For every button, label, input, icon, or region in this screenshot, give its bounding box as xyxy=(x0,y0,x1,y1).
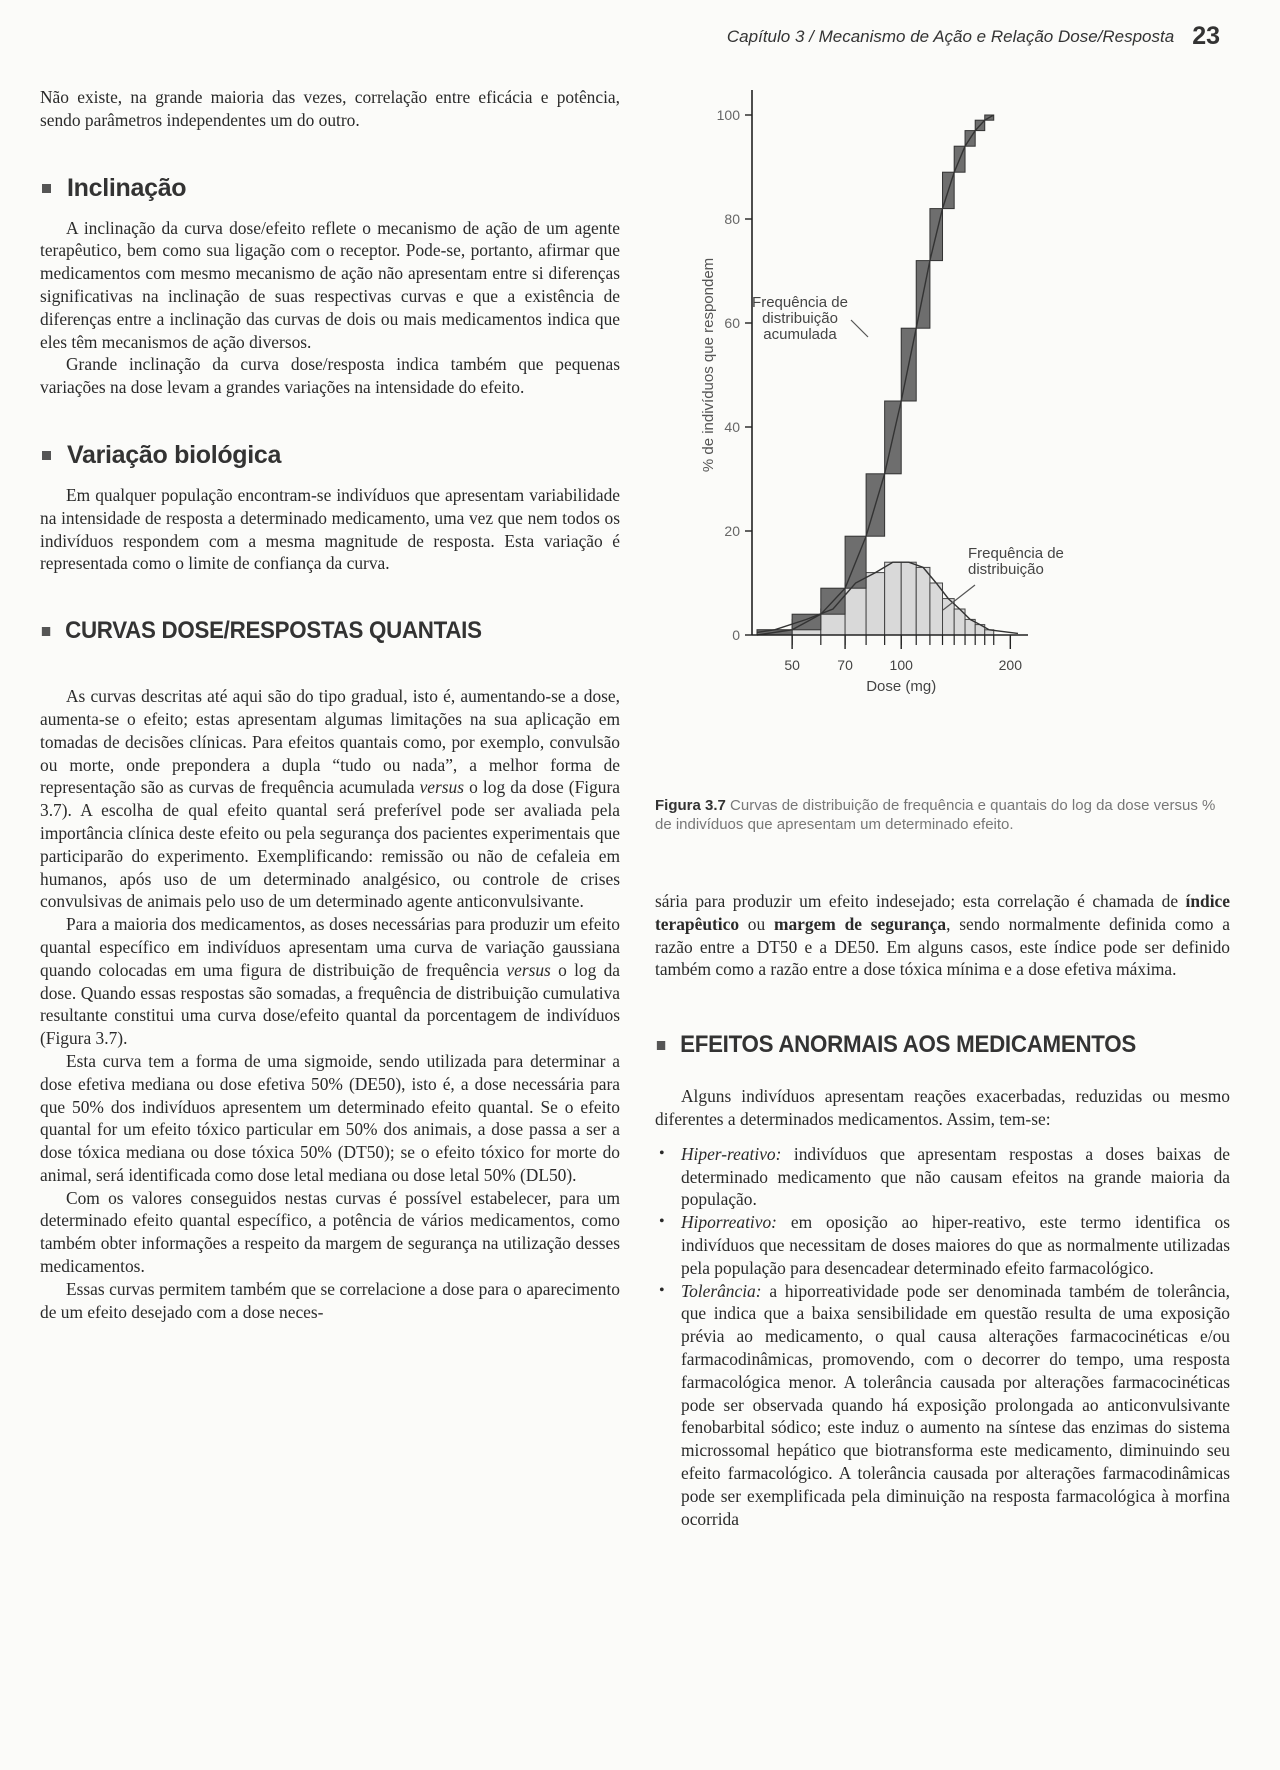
term-indice-terapeutico: índice terapêutico xyxy=(655,891,1230,934)
left-column xyxy=(40,86,620,1323)
frequency-bar xyxy=(866,573,885,635)
x-axis-label: Dose (mg) xyxy=(866,678,937,695)
y-tick-label: 20 xyxy=(724,523,740,539)
y-tick-label: 0 xyxy=(732,627,740,643)
frequency-bar xyxy=(916,567,930,635)
bullet-square-icon xyxy=(657,1041,665,1050)
inclinacao-paragraph-2: Grande inclinação da curva dose/resposta indica também que pequenas variações na dose levam a grandes variações na intensidade do efeito. xyxy=(40,354,620,398)
frequency-bar xyxy=(901,562,916,635)
curvas-paragraph-4: Com os valores conseguidos nestas curvas é possível estabelecer, para um determinado efeito quantal específico, a potência de vários medicamentos, como também obter informações a respeito da margem de segurança na utilização desses medicamentos. xyxy=(40,1187,620,1277)
y-tick-label: 80 xyxy=(724,211,740,227)
frequency-bar xyxy=(930,583,943,635)
y-axis-label: % de indivíduos que respondem xyxy=(700,257,717,473)
x-tick-label: 100 xyxy=(889,657,913,673)
bullet-square-icon xyxy=(42,627,50,636)
section-heading-efeitos: EFEITOS ANORMAIS AOS MEDICAMENTOS xyxy=(655,1031,1190,1059)
list-item: • Tolerância: a hiporreatividade pode ser denominada também de tolerância, que indica que a baixa sensibilidade em questão resulta de uma exposição prévia ao medicamento, o qual causa alterações farmacocinéticas e/ou farmacodinâmicas, promovendo, com o decorrer do tempo, uma resposta farmacológica menor. A tolerância causada por alterações farmacocinéticas pode ser observada quando há exposição prolongada ao anticonvulsivante fenobarbital sódico; este induz o aumento na síntese das enzimas do sistema microssomal hepático que biotransforma este medicamento, diminuindo seu efeito farmacológico. A tolerância causada por alterações farmacodinâmicas pode ser exemplificada pela diminuição na resposta farmacológica à morfina ocorrida xyxy=(655,1280,1230,1531)
term-margem-seguranca: margem de segurança xyxy=(773,913,947,934)
cumulative-frequency-annotation: Frequência de distribuição acumulada xyxy=(752,294,848,343)
curvas-paragraph-3: Esta curva tem a forma de uma sigmoide, sendo utilizada para determinar a dose efetiva mediana ou dose efetiva 50% (DE50), isto é, a dose necessária para que 50% dos indivíduos apresentem um determinado efeito quantal. Se o efeito quantal for um efeito tóxico particular em 50% dos animais, a dose passa a ser a dose tóxica mediana ou dose tóxica 50% (DT50); se o efeito tóxico for morte do animal, será identificada como dose letal mediana ou dose letal 50% (DL50). xyxy=(40,1050,620,1185)
section-heading-inclinacao: Inclinação xyxy=(40,174,620,203)
cumulative-curve xyxy=(757,115,994,635)
right-column xyxy=(655,890,1230,1530)
inclinacao-paragraph-1: A inclinação da curva dose/efeito reflete o mecanismo de ação de um agente terapêutico, bem como sua ligação com o receptor. Pode-se, portanto, afirmar que medicamentos com mesmo mecanismo de ação não apresentam entre si diferenças significativas na inclinação de suas respectivas curvas e que a existência de diferenças entre a inclinação das curvas de dois ou mais medicamentos indica que eles têm mecanismos de ação diversos. xyxy=(40,217,620,352)
abnormal-effects-list xyxy=(655,1143,1230,1531)
section-heading-variacao: Variação biológica xyxy=(40,441,620,470)
x-tick-label: 70 xyxy=(837,657,853,673)
page-number: 23 xyxy=(1192,22,1220,50)
frequency-distribution-annotation: Frequência de distribuição xyxy=(968,545,1064,578)
curvas-paragraph-2: Para a maioria dos medicamentos, as doses necessárias para produzir um efeito quantal específico em indivíduos apresentam uma curva de variação gaussiana quando colocadas em uma figura de distribuição de frequência versus o log da dose. Quando essas respostas são somadas, a frequência de distribuição cumulativa resultante constitui uma curva dose/efeito quantal da porcentagem de indivíduos (Figura 3.7). xyxy=(40,914,621,1049)
list-item: • Hiporreativo: em oposição ao hiper-reativo, este termo identifica os indivíduos que necessitam de doses maiores do que as normalmente utilizadas pela população para desencadear determinado efeito farmacológico. xyxy=(655,1211,1230,1279)
running-title: Capítulo 3 / Mecanismo de Ação e Relação Dose/Resposta xyxy=(726,27,1175,46)
frequency-bar xyxy=(943,599,955,635)
continued-paragraph: sária para produzir um efeito indesejado; esta correlação é chamada de índice terapêutico ou margem de segurança, sendo normalmente definida como a razão entre a DT50 e a DE50. Em alguns casos, este índice pode ser definido também como a razão entre a dose tóxica mínima e a dose efetiva máxima. xyxy=(655,891,1230,980)
figure-caption xyxy=(655,796,1230,834)
section-heading-curvas: CURVAS DOSE/RESPOSTAS QUANTAIS xyxy=(40,617,579,645)
y-tick-label: 40 xyxy=(724,419,740,435)
x-tick-label: 200 xyxy=(998,657,1023,673)
running-head xyxy=(640,22,1220,51)
frequency-bar xyxy=(885,562,902,635)
curvas-paragraph-5: Essas curvas permitem também que se correlacione a dose para o aparecimento de um efeito desejado com a dose neces- xyxy=(40,1278,620,1322)
efeitos-paragraph: Alguns indivíduos apresentam reações exacerbadas, reduzidas ou mesmo diferentes a determinados medicamentos. Assim, tem-se: xyxy=(655,1086,1230,1129)
list-item: • Hiper-reativo: indivíduos que apresentam respostas a doses baixas de determinado medicamento que não causam efeitos na grande maioria da população. xyxy=(655,1143,1230,1211)
x-tick-label: 50 xyxy=(784,657,800,673)
annotation-arrow xyxy=(851,320,868,337)
figure-caption-text: Curvas de distribuição de frequência e quantais do log da dose versus % de indivíduos que apresentam um determinado efeito. xyxy=(655,797,1216,833)
figure-label: Figura 3.7 xyxy=(655,797,726,814)
curvas-paragraph-1: As curvas descritas até aqui são do tipo gradual, isto é, aumentando-se a dose, aumenta-se o efeito; estas apresentam algumas limitações na sua aplicação em tomadas de decisões clínicas. Para efeitos quantais como, por exemplo, convulsão ou morte, onde prepondera a dupla “tudo ou nada”, a melhor forma de representação são as curvas de frequência acumulada versus o log da dose (Figura 3.7). A escolha de qual efeito quantal será preferível pode ser avaliada pela importância clínica deste efeito ou pela segurança dos pacientes experimentais que participarão do experimento. Exemplificando: remissão ou não de cefaleia em humanos, após uso de um determinado analgésico, ou controle de crises convulsivas de animais pelo uso de um determinado agente anticonvulsivante. xyxy=(40,686,620,912)
y-tick-label: 100 xyxy=(716,107,740,123)
quantal-dose-response-chart xyxy=(655,80,1230,780)
bullet-square-icon xyxy=(42,184,51,193)
variacao-paragraph: Em qualquer população encontram-se indivíduos que apresentam variabilidade na intensidade de resposta a determinado medicamento, uma vez que nem todos os indivíduos respondem com a mesma magnitude de resposta. Esta variação é representada como o limite de confiança da curva. xyxy=(40,484,620,574)
bullet-square-icon xyxy=(42,451,51,460)
intro-paragraph: Não existe, na grande maioria das vezes, correlação entre eficácia e potência, sendo parâmetros independentes um do outro. xyxy=(40,87,620,130)
y-tick-label: 60 xyxy=(724,315,740,331)
